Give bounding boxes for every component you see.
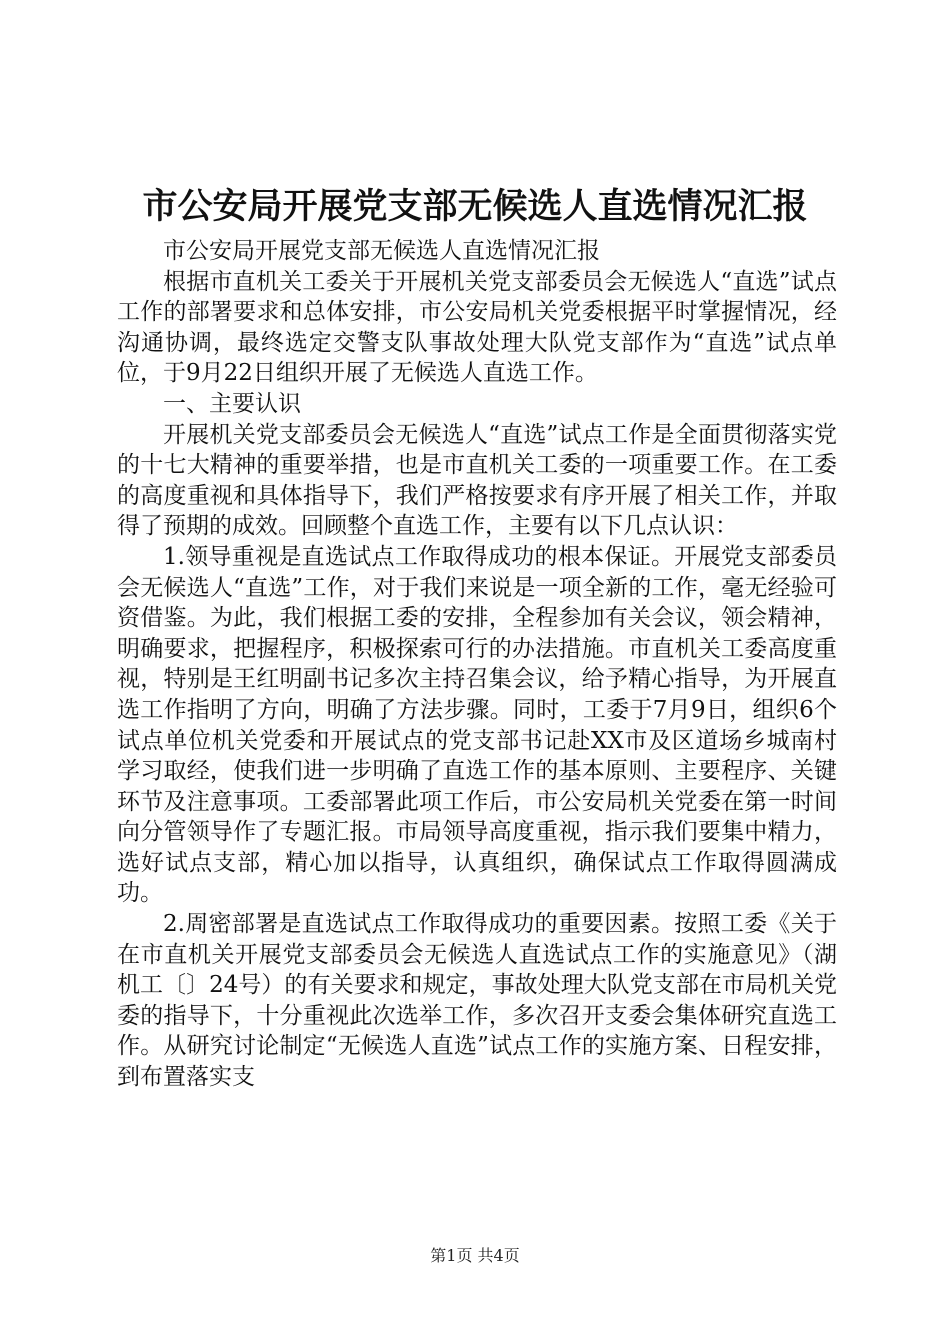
- intro-paragraph: 根据市直机关工委关于开展机关党支部委员会无候选人“直选”试点工作的部署要求和总体安排，市公安局机关党委根据平时掌握情况，经沟通协调，最终选定交警支队事故处理大队党支部作为“直选”试点单位，于9月22日组织开展了无候选人直选工作。: [117, 268, 837, 387]
- document-subtitle: 市公安局开展党支部无候选人直选情况汇报: [163, 238, 600, 264]
- page-number: 第1页 共4页: [430, 1246, 520, 1265]
- body-paragraph: 开展机关党支部委员会无候选人“直选”试点工作是全面贯彻落实党的十七大精神的重要举措，也是市直机关工委的一项重要工作。在工委的高度重视和具体指导下，我们严格按要求有序开展了相关工作，并取得了预期的成效。回顾整个直选工作，主要有以下几点认识：: [117, 421, 837, 540]
- document-body: [117, 236, 837, 1093]
- section-heading: 一、主要认识: [163, 390, 301, 417]
- body-paragraph: 1.领导重视是直选试点工作取得成功的根本保证。开展党支部委员会无候选人“直选”工作，对于我们来说是一项全新的工作，毫无经验可资借鉴。为此，我们根据工委的安排，全程参加有关会议，领会精神，明确要求，把握程序，积极探索可行的办法措施。市直机关工委高度重视，特别是王红明副书记多次主持召集会议，给予精心指导，为开展直选工作指明了方向，明确了方法步骤。同时，工委于7月9日，组织6个试点单位机关党委和开展试点的党支部书记赴XX市及区道场乡城南村学习取经，使我们进一步明确了直选工作的基本原则、主要程序、关键环节及注意事项。工委部署此项工作后，市公安局机关党委在第一时间向分管领导作了专题汇报。市局领导高度重视，指示我们要集中精力，选好试点支部，精心加以指导，认真组织，确保试点工作取得圆满成功。: [117, 543, 837, 907]
- body-paragraph: 2.周密部署是直选试点工作取得成功的重要因素。按照工委《关于在市直机关开展党支部委员会无候选人直选试点工作的实施意见》（湖机工〔〕24号）的有关要求和规定，事故处理大队党支部在市局机关党委的指导下，十分重视此次选举工作，多次召开支委会集体研究直选工作。从研究讨论制定“无候选人直选”试点工作的实施方案、日程安排，到布置落实支: [117, 911, 837, 1091]
- document-title: 市公安局开展党支部无候选人直选情况汇报: [142, 186, 808, 227]
